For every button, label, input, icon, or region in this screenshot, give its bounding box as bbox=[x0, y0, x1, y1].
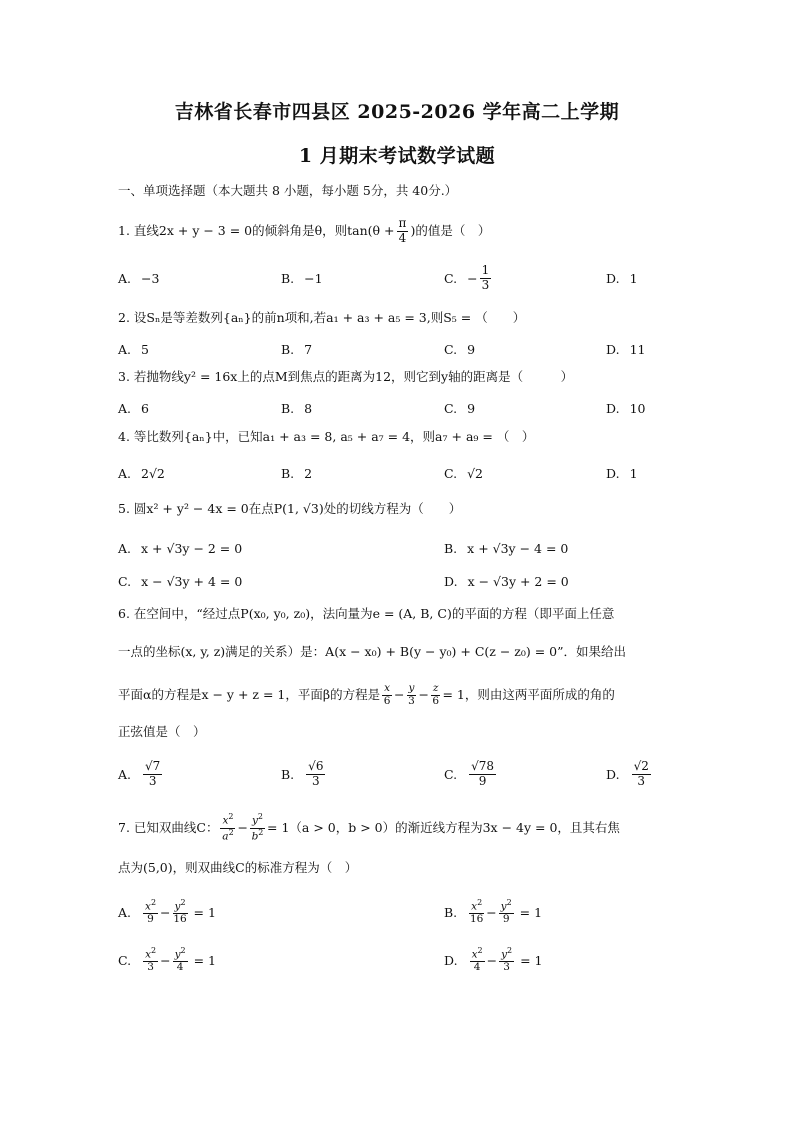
q2-option-c[interactable]: C. 9 bbox=[444, 341, 476, 357]
q2-option-a[interactable]: A. 5 bbox=[118, 341, 149, 357]
q3-option-c[interactable]: C. 9 bbox=[444, 400, 476, 416]
q3-option-b[interactable]: B. 8 bbox=[281, 400, 313, 416]
q7-options-ab bbox=[118, 892, 678, 932]
q6-option-d[interactable]: D. $\frac{√2}{3}$ bbox=[606, 759, 649, 788]
question-6-line-4: 正弦值是（ ） bbox=[118, 724, 206, 739]
q5-option-d[interactable]: D. x − √3y + 2 = 0 bbox=[444, 573, 569, 589]
q7-option-d[interactable]: D. $\frac{x^2}{4}$ − $\frac{y^2}{3}$ = 1 bbox=[444, 945, 543, 973]
q1-suffix: )的值是（ ） bbox=[410, 222, 491, 238]
q6-options bbox=[118, 754, 678, 794]
q3-options bbox=[118, 393, 678, 423]
question-7-line-1: 7. 已知双曲线C： $\frac{x^2}{a^2}$ − $\frac{y^2}{b^2}$ = 1（a > 0，b > 0）的渐近线方程为3x − 4y = 0，且其右焦 bbox=[118, 812, 620, 842]
q1-option-d[interactable]: D. 1 bbox=[606, 270, 638, 286]
title-line-2: 1 月期末考试数学试题 bbox=[298, 145, 496, 167]
question-2: 2. 设Sₙ是等差数列{aₙ}的前n项和,若a₁ + a₃ + a₅ = 3,则S₅ = （ ） bbox=[118, 310, 526, 325]
q6-option-b[interactable]: B. $\frac{√6}{3}$ bbox=[281, 759, 324, 788]
question-4: 4. 等比数列{aₙ}中，已知a₁ + a₃ = 8, a₅ + a₇ = 4，则a₇ + a₉ = （ ） bbox=[118, 429, 535, 444]
question-6-line-1: 6. 在空间中，“经过点P(x₀, y₀, z₀)，法向量为e = (A, B, C)的平面的方程（即平面上任意 bbox=[118, 606, 615, 621]
q5-options-ab bbox=[118, 533, 678, 563]
q7-option-c[interactable]: C. $\frac{x^2}{3}$ − $\frac{y^2}{4}$ = 1 bbox=[118, 945, 216, 973]
q5-option-b[interactable]: B. x + √3y − 4 = 0 bbox=[444, 540, 569, 556]
q7-option-b[interactable]: B. $\frac{x^2}{16}$ − $\frac{y^2}{9}$ = 1 bbox=[444, 897, 543, 925]
q5-option-c[interactable]: C. x − √3y + 4 = 0 bbox=[118, 573, 243, 589]
q4-option-c[interactable]: C. √2 bbox=[444, 465, 484, 481]
q3-option-a[interactable]: A. 6 bbox=[118, 400, 149, 416]
question-6-line-3: 平面α的方程是x − y + z = 1，平面β的方程是 $\frac{x}{6}$ − $\frac{y}{3}$ − $\frac{z}{6}$ = 1，则由这两平面所成的角的 bbox=[118, 681, 615, 707]
q2-option-d[interactable]: D. 11 bbox=[606, 341, 646, 357]
question-5: 5. 圆x² + y² − 4x = 0在点P(1, √3)处的切线方程为（ ） bbox=[118, 501, 462, 516]
q4-option-a[interactable]: A. 2√2 bbox=[118, 465, 165, 481]
q1-frac-num: π bbox=[398, 216, 407, 231]
q4-option-b[interactable]: B. 2 bbox=[281, 465, 313, 481]
q1-prefix: 1. 直线2x + y − 3 = 0的倾斜角是θ，则tan(θ + bbox=[118, 222, 395, 238]
q2-option-b[interactable]: B. 7 bbox=[281, 341, 313, 357]
q1-option-b[interactable]: B. −1 bbox=[281, 270, 323, 286]
q1-frac-den: 4 bbox=[398, 230, 407, 245]
question-3: 3. 若抛物线y² = 16x上的点M到焦点的距离为12，则它到y轴的距离是（ ） bbox=[118, 369, 574, 384]
q5-options-cd bbox=[118, 566, 678, 596]
q2-options bbox=[118, 334, 678, 364]
q1-option-c[interactable]: C. − $\frac{1}{3}$ bbox=[444, 263, 490, 292]
question-6-line-2: 一点的坐标(x, y, z)满足的关系）是：A(x − x₀) + B(y − y₀) + C(z − z₀) = 0”．如果给出 bbox=[118, 644, 627, 659]
q6-option-c[interactable]: C. $\frac{√78}{9}$ bbox=[444, 759, 495, 788]
q1-fraction bbox=[397, 217, 409, 244]
q4-option-d[interactable]: D. 1 bbox=[606, 465, 638, 481]
question-1 bbox=[118, 214, 678, 248]
q4-options bbox=[118, 458, 678, 488]
q7-option-a[interactable]: A. $\frac{x^2}{9}$ − $\frac{y^2}{16}$ = 1 bbox=[118, 897, 216, 925]
question-7-line-2: 点为(5,0)，则双曲线C的标准方程为（ ） bbox=[118, 860, 358, 875]
title-line-1: 吉林省长春市四县区 2025-2026 学年高二上学期 bbox=[174, 101, 620, 123]
q3-option-d[interactable]: D. 10 bbox=[606, 400, 646, 416]
q5-option-a[interactable]: A. x + √3y − 2 = 0 bbox=[118, 540, 243, 556]
q1-option-a[interactable]: A. −3 bbox=[118, 270, 160, 286]
section-heading: 一、单项选择题（本大题共 8 小题，每小题 5分，共 40分.） bbox=[118, 183, 458, 198]
q1-options bbox=[118, 261, 678, 295]
q6-option-a[interactable]: A. $\frac{√7}{3}$ bbox=[118, 759, 161, 788]
q7-options-cd bbox=[118, 940, 678, 980]
